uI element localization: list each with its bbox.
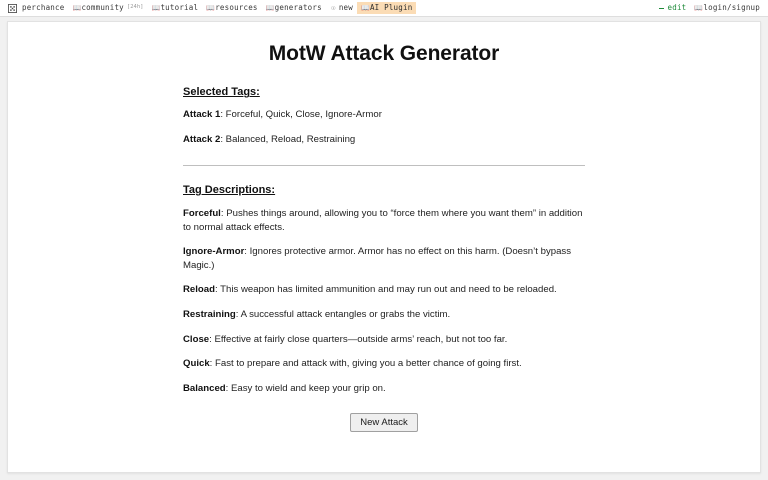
new-attack-button[interactable]: New Attack [350,413,418,432]
tag-term: Ignore-Armor [183,246,245,258]
tag-colon: : [225,382,232,394]
tag-colon: : [244,246,250,258]
pencil-icon [659,8,664,9]
book-icon: 📖 [151,4,161,12]
toolbar-item-ai-plugin[interactable] [357,2,416,14]
generator-content [8,22,760,432]
perchance-logo-icon [8,4,17,13]
tag-description-item [183,207,585,234]
toolbar-right-group [655,2,764,14]
brand-label: perchance [22,3,65,13]
tag-term: Reload [183,284,215,296]
tag-description-item [183,245,585,272]
tag-term: Forceful [183,207,221,219]
attack-2-colon: : [220,134,226,146]
toolbar-item-tutorial[interactable] [147,2,202,14]
tag-description-item [183,333,585,347]
book-icon: 📖 [360,4,370,12]
edit-button[interactable] [655,2,691,14]
attack-2-value: Balanced, Reload, Restraining [225,134,356,146]
brand-perchance-link[interactable] [4,2,68,15]
tag-colon: : [220,207,227,219]
tag-text: This weapon has limited ammunition and may run out and need to be reloaded. [220,284,557,296]
toolbar-item-ai-plugin-label: AI Plugin [369,3,413,13]
attack-2-line [183,134,585,147]
login-signup-label: login/signup [703,3,760,13]
toolbar-item-generators-label: generators [274,3,322,13]
book-icon: 📖 [265,4,275,12]
tag-text: Easy to wield and keep your grip on. [231,382,386,394]
book-icon: 📖 [72,4,82,12]
toolbar-item-tutorial-label: tutorial [160,3,199,13]
attack-1-value: Forceful, Quick, Close, Ignore-Armor [225,109,382,121]
tag-text: A successful attack entangles or grabs the victim. [240,308,451,320]
attack-1-label: Attack 1 [183,109,221,121]
page-title: MotW Attack Generator [268,42,500,65]
toolbar-item-new[interactable] [326,2,357,14]
toolbar-item-generators[interactable] [262,2,326,14]
book-icon: 📖 [694,4,704,12]
tag-colon: : [209,358,216,370]
top-toolbar [0,0,768,17]
tag-text: Pushes things around, allowing you to “force them where you want them” in addition to normal attack effects. [183,207,583,233]
generator-page-frame [7,21,761,473]
toolbar-item-new-label: new [338,3,353,13]
tag-description-item [183,283,585,297]
button-row [183,413,585,432]
edit-label: edit [667,3,687,13]
login-signup-link[interactable] [690,2,764,14]
toolbar-item-resources-label: resources [215,3,258,13]
tag-description-item [183,382,585,396]
tag-colon: : [235,308,241,320]
toolbar-item-community[interactable] [68,2,147,14]
tag-colon: : [209,333,215,345]
toolbar-item-community-label: community [81,3,124,13]
tag-term: Close [183,333,210,345]
attack-1-line [183,109,585,122]
tag-description-item [183,308,585,322]
tag-descriptions-heading: Tag Descriptions: [183,184,276,197]
toolbar-item-resources[interactable] [202,2,261,14]
attack-2-label: Attack 2 [183,134,221,146]
tag-text: Fast to prepare and attack with, giving you a better chance of going first. [215,358,522,370]
generator-body [183,68,585,432]
tag-text: Ignores protective armor. Armor has no effect on this harm. (Doesn’t bypass Magic.) [183,246,572,271]
tag-term: Restraining [183,308,236,320]
attack-1-colon: : [220,109,226,121]
tag-term: Balanced [183,382,226,394]
tag-colon: : [215,284,221,296]
section-divider [183,165,585,166]
book-icon: 📖 [206,4,215,12]
toolbar-left-group [4,2,655,15]
globe-icon: ☉ [331,4,336,12]
tag-text: Effective at fairly close quarters—outside arms’ reach, but not too far. [214,333,508,345]
selected-tags-heading: Selected Tags: [183,86,260,99]
tag-term: Quick [183,358,210,370]
tag-description-item [183,357,585,371]
community-badge: [24h] [126,4,144,11]
